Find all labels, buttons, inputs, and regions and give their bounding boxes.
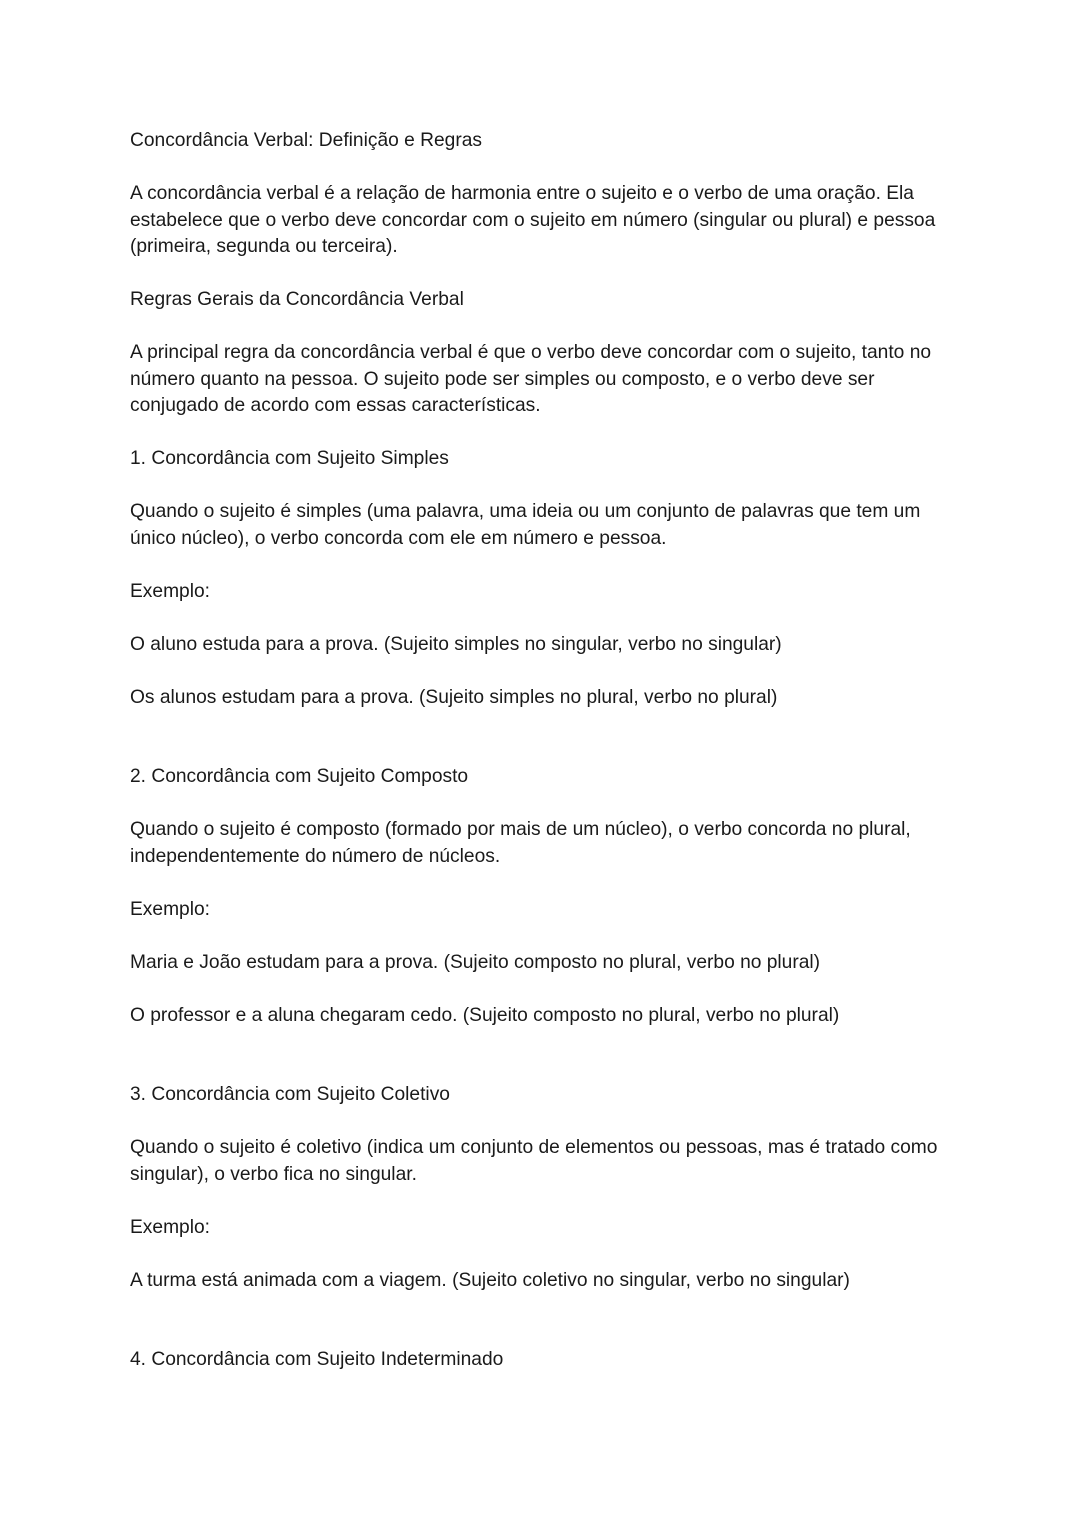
section-3-example-label: Exemplo: [130,1216,210,1238]
document-page [130,128,960,1400]
section-2-heading: 2. Concordância com Sujeito Composto [130,766,469,787]
general-rules-heading: Regras Gerais da Concordância Verbal [130,289,464,310]
section-2-example-1: Maria e João estudam para a prova. (Sujeito composto no plural, verbo no plural) [130,951,821,973]
document-title: Concordância Verbal: Definição e Regras [130,130,482,151]
section-1-paragraph: Quando o sujeito é simples (uma palavra, uma ideia ou um conjunto de palavras que tem um único núcleo), o verbo concorda com ele em número e pessoa. [130,501,926,549]
section-1-example-2: Os alunos estudam para a prova. (Sujeito simples no plural, verbo no plural) [130,686,778,708]
section-1-example-1: O aluno estuda para a prova. (Sujeito simples no singular, verbo no singular) [130,633,782,655]
section-2-example-label: Exemplo: [130,898,210,920]
section-2-paragraph: Quando o sujeito é composto (formado por mais de um núcleo), o verbo concorda no plural, independentemente do número de núcleos. [130,819,917,867]
section-1-heading: 1. Concordância com Sujeito Simples [130,448,449,469]
section-4-heading: 4. Concordância com Sujeito Indeterminado [130,1349,504,1370]
section-3-example-1: A turma está animada com a viagem. (Sujeito coletivo no singular, verbo no singular) [130,1269,850,1291]
general-rules-paragraph: A principal regra da concordância verbal é que o verbo deve concordar com o sujeito, tanto no número quanto na pessoa. O sujeito pode ser simples ou composto, e o verbo deve ser conjugado de acordo com essas características. [130,342,937,416]
section-1-example-label: Exemplo: [130,580,210,602]
intro-paragraph: A concordância verbal é a relação de harmonia entre o sujeito e o verbo de uma oração. Ela estabelece que o verbo deve concordar com o sujeito em número (singular ou plural) e pessoa (primeira, segunda ou terceira). [130,183,941,257]
section-2-example-2: O professor e a aluna chegaram cedo. (Sujeito composto no plural, verbo no plural) [130,1004,840,1026]
section-3-paragraph: Quando o sujeito é coletivo (indica um conjunto de elementos ou pessoas, mas é tratado como singular), o verbo fica no singular. [130,1137,943,1185]
section-3-heading: 3. Concordância com Sujeito Coletivo [130,1084,450,1105]
